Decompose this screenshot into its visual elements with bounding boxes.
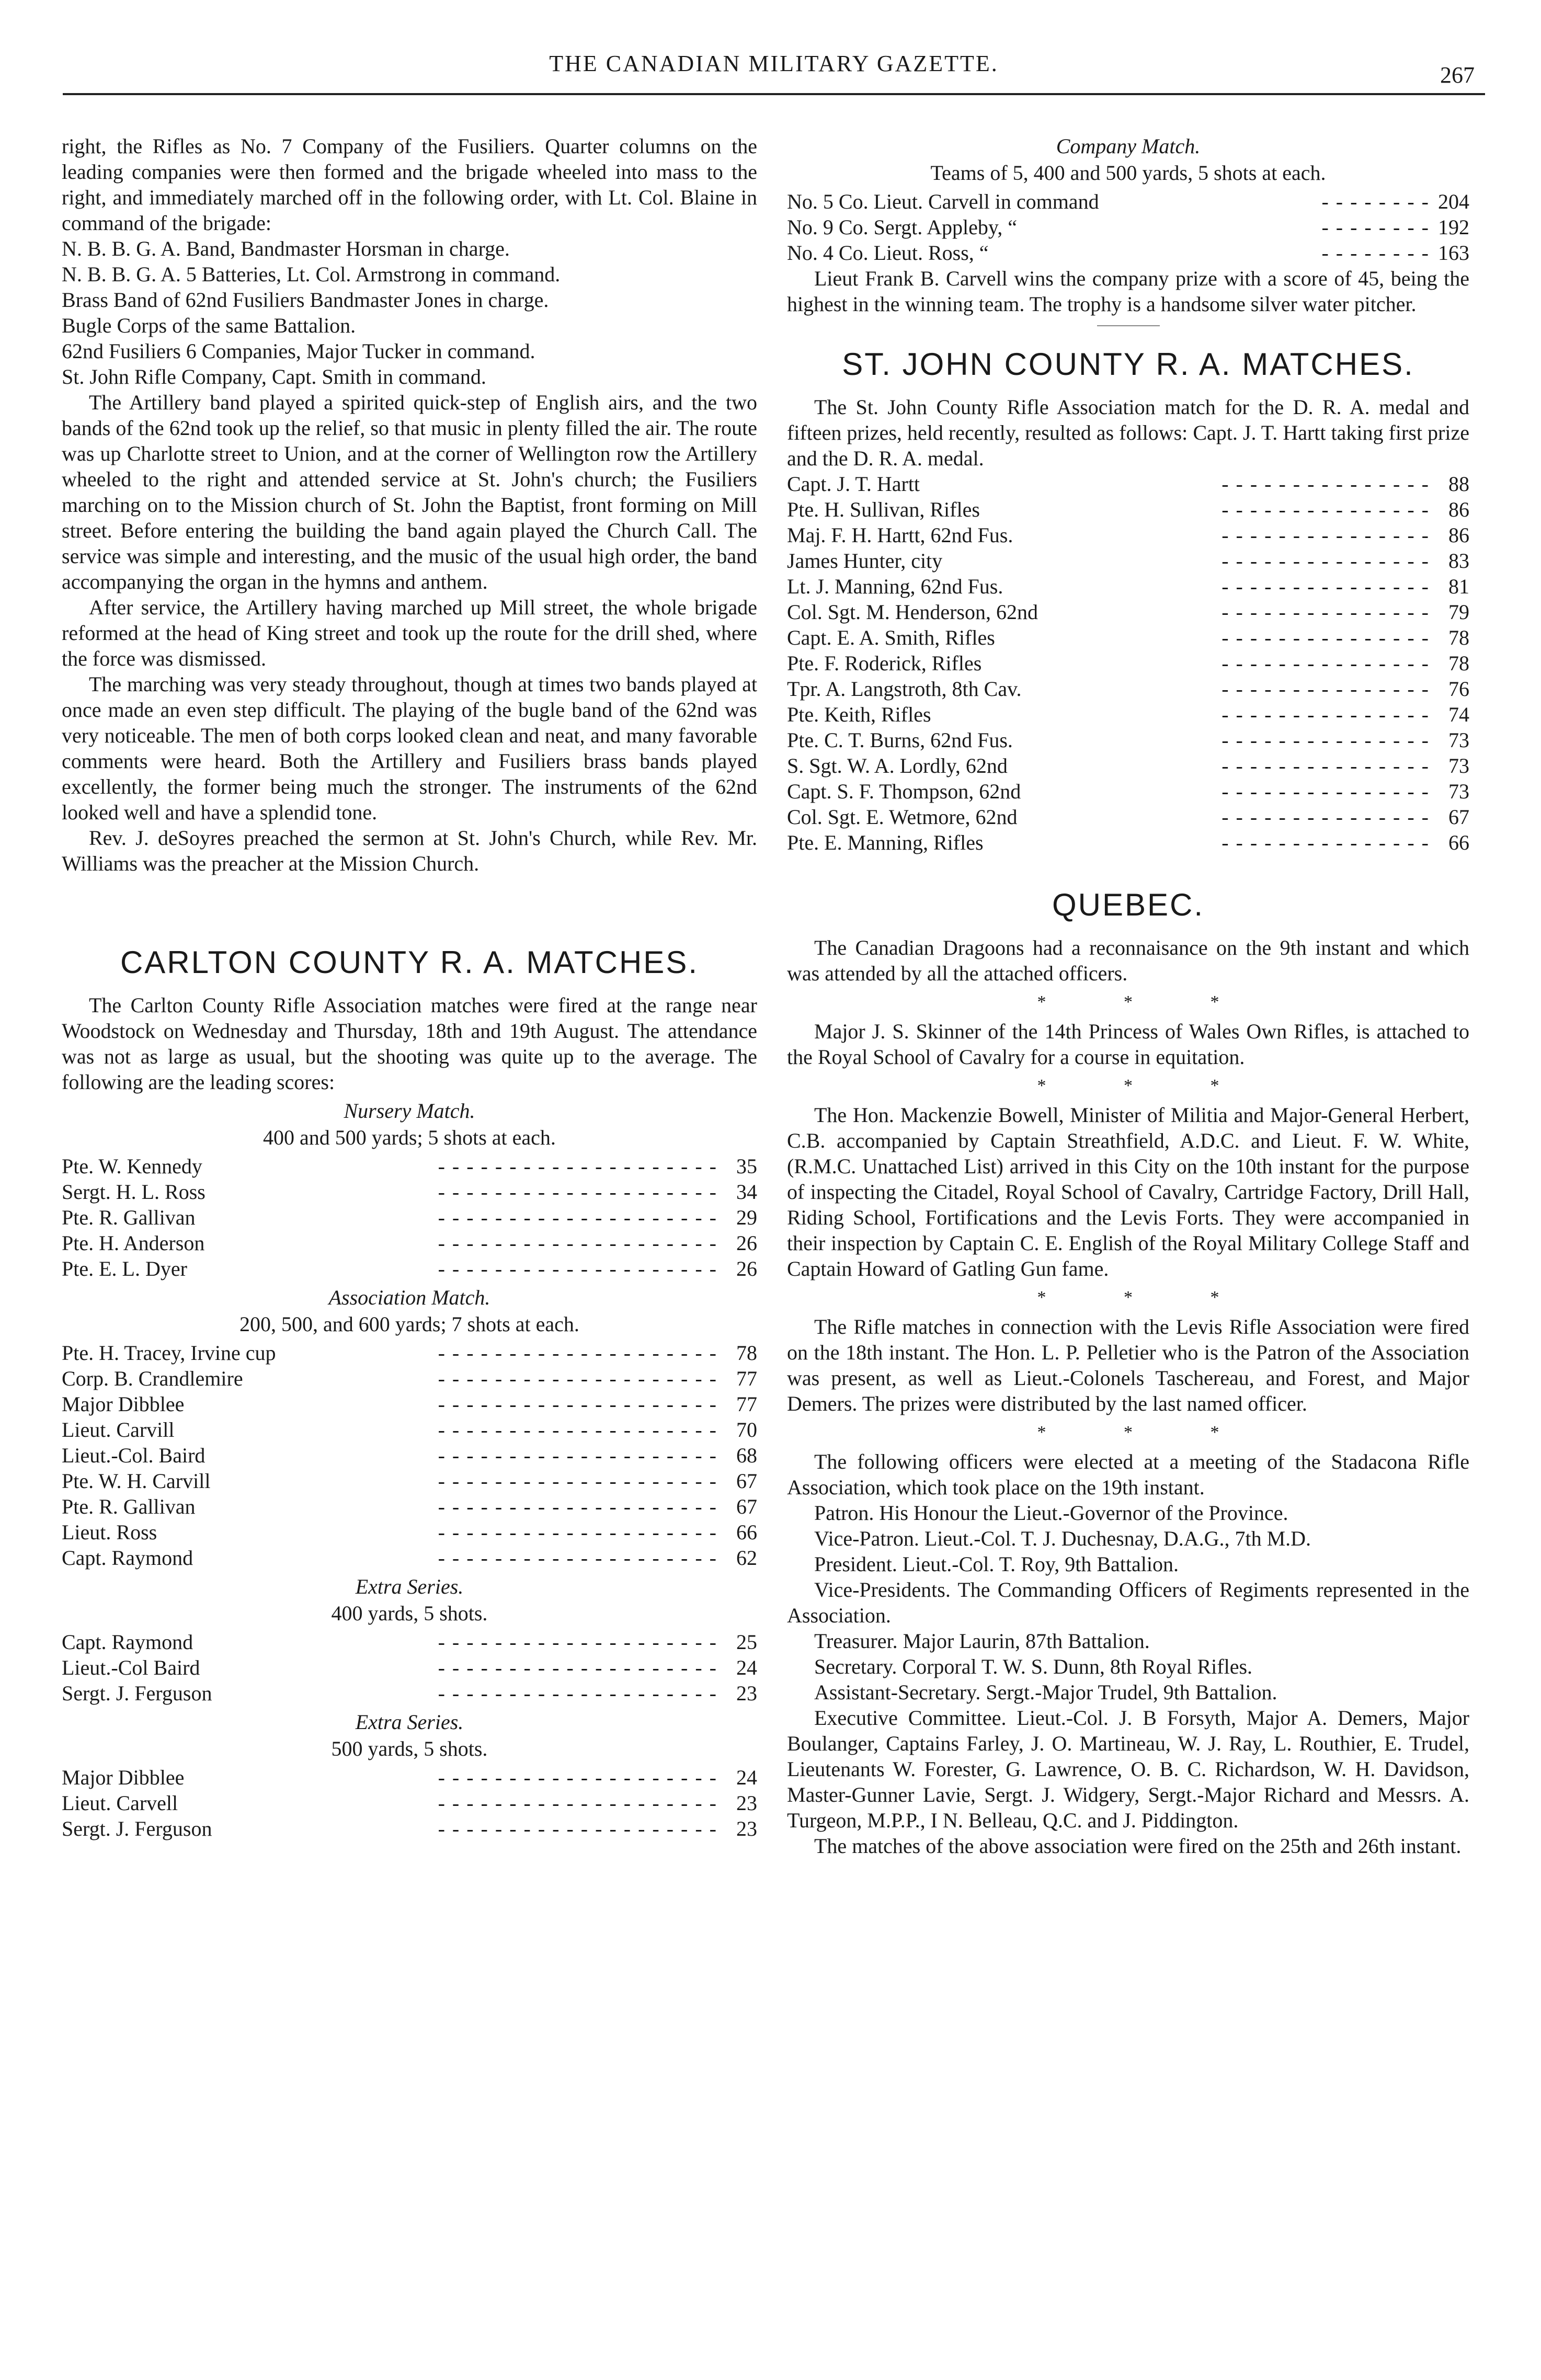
competitor-name: Capt. Raymond [62, 1546, 193, 1570]
competitor-name: Major Dibblee [62, 1392, 185, 1416]
officer-entry: Vice-Presidents. The Commanding Officers of Regiments represented in the Association. [787, 1578, 1469, 1627]
order-item: N. B. B. G. A. 5 Batteries, Lt. Col. Armstrong in command. [62, 262, 561, 286]
score-row: Pte. E. Manning, Rifles - - - - - - - - - - - - - - - 66 [787, 831, 1469, 854]
article-paragraph: The marching was very steady throughout, though at times two bands played at once made an even step difficult. The playing of the bugle band of the 62nd was very noticeable. The men of both corps looked clean and neat, and many favorable comments were heard. Both the Artillery and Fusiliers brass bands played excellently, the former being much the stronger. The instruments of the 62nd looked well and have a splendid tone. [62, 672, 757, 824]
competitor-name: Pte. W. H. Carvill [62, 1469, 211, 1493]
order-item: Bugle Corps of the same Battalion. [62, 314, 356, 337]
score-value: 73 [1448, 780, 1469, 803]
officer-entry: President. Lieut.-Col. T. Roy, 9th Battalion. [814, 1552, 1179, 1576]
score-value: 68 [736, 1444, 757, 1467]
score-row: Major Dibblee - - - - - - - - - - - - - - - - - - - - 77 [62, 1392, 757, 1416]
match-conditions: 400 yards, 5 shots. [331, 1601, 488, 1625]
score-value: 86 [1448, 523, 1469, 547]
section-heading-st-john: ST. JOHN COUNTY R. A. MATCHES. [842, 347, 1414, 382]
quebec-item: Major J. S. Skinner of the 14th Princess of Wales Own Rifles, is attached to the Royal School of Cavalry for a course in equitation. [787, 1020, 1469, 1069]
article-continuation: right, the Rifles as No. 7 Company of the Fusiliers. Quarter columns on the leading companies were then formed and the brigade wheeled into mass to the right, and immediately marched off in the following order, with Lt. Col. Blaine in command of the brigade: [62, 134, 757, 235]
score-value: 163 [1438, 241, 1469, 265]
section-divider [1097, 325, 1160, 326]
score-value: 86 [1448, 498, 1469, 521]
competitor-name: Lieut. Ross [62, 1520, 157, 1544]
score-value: 88 [1448, 472, 1469, 496]
competitor-name: Major Dibblee [62, 1766, 185, 1789]
score-row: Pte. H. Anderson - - - - - - - - - - - - - - - - - - - - 26 [62, 1231, 757, 1255]
officer-entry: Assistant-Secretary. Sergt.-Major Trudel, 9th Battalion. [814, 1680, 1277, 1704]
quebec-item: The Hon. Mackenzie Bowell, Minister of Militia and Major-General Herbert, C.B. accompanied by Captain Streathfield, A.D.C. and Lieut. F. W. White, (R.M.C. Unattached List) arrived in this City on the 10th instant for the purpose of inspecting the Citadel, Royal School of Cavalry, Cartridge Factory, Drill Hall, Riding School, Fortifications and the Levis Forts. They were accompanied in their inspection by Captain C. E. English of the Royal Military College Staff and Captain Howard of Gatling Gun fame. [787, 1103, 1469, 1280]
score-row: Sergt. H. L. Ross - - - - - - - - - - - - - - - - - - - - 34 [62, 1180, 757, 1204]
score-row: Tpr. A. Langstroth, 8th Cav. - - - - - - - - - - - - - - - 76 [787, 677, 1469, 701]
score-value: 204 [1438, 190, 1469, 213]
match-title: Extra Series. [355, 1710, 464, 1734]
competitor-name: Maj. F. H. Hartt, 62nd Fus. [787, 523, 1013, 547]
score-value: 78 [1448, 651, 1469, 675]
competitor-name: Pte. R. Gallivan [62, 1495, 196, 1518]
article-paragraph: Rev. J. deSoyres preached the sermon at St. John's Church, while Rev. Mr. Williams was the preacher at the Mission Church. [62, 826, 757, 875]
score-row: Corp. B. Crandlemire - - - - - - - - - - - - - - - - - - - - 77 [62, 1367, 757, 1390]
competitor-name: Capt. J. T. Hartt [787, 472, 920, 496]
competitor-name: Sergt. J. Ferguson [62, 1817, 212, 1840]
competitor-name: Capt. Raymond [62, 1630, 193, 1654]
article-paragraph: After service, the Artillery having marched up Mill street, the whole brigade reformed at the head of King street and took up the route for the drill shed, where the force was dismissed. [62, 596, 757, 670]
score-value: 29 [736, 1206, 757, 1229]
score-row: Pte. E. L. Dyer - - - - - - - - - - - - - - - - - - - - 26 [62, 1257, 757, 1280]
match-title: Association Match. [328, 1286, 490, 1309]
competitor-name: Sergt. H. L. Ross [62, 1180, 206, 1204]
score-value: 23 [736, 1681, 757, 1705]
score-row: Pte. W. Kennedy - - - - - - - - - - - - - - - - - - - - 35 [62, 1154, 757, 1178]
competitor-name: James Hunter, city [787, 549, 943, 573]
score-row: Lt. J. Manning, 62nd Fus. - - - - - - - - - - - - - - - 81 [787, 575, 1469, 598]
competitor-name: Pte. E. Manning, Rifles [787, 831, 984, 854]
score-row: Pte. R. Gallivan - - - - - - - - - - - - - - - - - - - - 29 [62, 1206, 757, 1229]
score-row: S. Sgt. W. A. Lordly, 62nd - - - - - - - - - - - - - - - 73 [787, 754, 1469, 777]
section-separator-stars: * * * [1037, 1423, 1256, 1442]
score-row: Capt. E. A. Smith, Rifles - - - - - - - - - - - - - - - 78 [787, 626, 1469, 649]
score-value: 66 [1448, 831, 1469, 854]
score-row: Lieut. Ross - - - - - - - - - - - - - - - - - - - - 66 [62, 1520, 757, 1544]
competitor-name: Capt. S. F. Thompson, 62nd [787, 780, 1021, 803]
order-item: St. John Rifle Company, Capt. Smith in command. [62, 365, 486, 388]
section-separator-stars: * * * [1037, 1076, 1256, 1095]
score-value: 73 [1448, 728, 1469, 752]
quebec-item: The Rifle matches in connection with the Levis Rifle Association were fired on the 18th instant. The Hon. L. P. Pelletier who is the Patron of the Association was present, as well as Lieut.-Colonels Taschereau, and Forest, and Major Demers. The prizes were distributed by the last named officer. [787, 1315, 1469, 1415]
score-value: 78 [1448, 626, 1469, 649]
order-item: N. B. B. G. A. Band, Bandmaster Horsman in charge. [62, 237, 510, 260]
officer-entry: Executive Committee. Lieut.-Col. J. B Forsyth, Major A. Demers, Major Boulanger, Captains Farley, J. O. Martineau, W. J. Ray, L. Routhier, E. Trudel, Lieutenants W. Forester, G. Lawrence, O. B. C. Richardson, W. H. Davidson, Master-Gunner Lavie, Sergt. J. Widgery, Sergt.-Major Richard and Messrs. A. Turgeon, M.P.P., I N. Belleau, Q.C. and J. Piddington. [787, 1706, 1469, 1832]
order-item: Brass Band of 62nd Fusiliers Bandmaster Jones in charge. [62, 288, 549, 312]
score-value: 66 [736, 1520, 757, 1544]
competitor-name: Pte. Keith, Rifles [787, 703, 931, 726]
team-name: No. 4 Co. Lieut. Ross, “ [787, 241, 989, 265]
competitor-name: Lieut. Carvill [62, 1418, 175, 1441]
score-value: 24 [736, 1766, 757, 1789]
score-row: Capt. J. T. Hartt - - - - - - - - - - - - - - - 88 [787, 472, 1469, 496]
competitor-name: Col. Sgt. M. Henderson, 62nd [787, 600, 1038, 624]
quebec-closing: The matches of the above association were fired on the 25th and 26th instant. [814, 1834, 1462, 1858]
competitor-name: Tpr. A. Langstroth, 8th Cav. [787, 677, 1022, 701]
score-value: 25 [736, 1630, 757, 1654]
score-value: 76 [1448, 677, 1469, 701]
score-value: 74 [1448, 703, 1469, 726]
score-value: 23 [736, 1817, 757, 1840]
score-row: Lieut. Carvell - - - - - - - - - - - - - - - - - - - - 23 [62, 1791, 757, 1815]
score-row: Maj. F. H. Hartt, 62nd Fus. - - - - - - - - - - - - - - - 86 [787, 523, 1469, 547]
score-value: 67 [1448, 805, 1469, 829]
score-row: Sergt. J. Ferguson - - - - - - - - - - - - - - - - - - - - 23 [62, 1817, 757, 1840]
score-value: 35 [736, 1154, 757, 1178]
header-rule [63, 93, 1485, 95]
score-row: Major Dibblee - - - - - - - - - - - - - - - - - - - - 24 [62, 1766, 757, 1789]
competitor-name: Pte. H. Anderson [62, 1231, 205, 1255]
score-value: 192 [1438, 215, 1469, 239]
match-title: Nursery Match. [344, 1099, 475, 1123]
st-john-intro: The St. John County Rifle Association match for the D. R. A. medal and fifteen prizes, held recently, resulted as follows: Capt. J. T. Hartt taking first prize and the D. R. A. medal. [787, 395, 1469, 470]
right-column [787, 133, 1469, 1859]
officer-entry: Vice-Patron. Lieut.-Col. T. J. Duchesnay, D.A.G., 7th M.D. [814, 1527, 1311, 1550]
article-paragraph: The Artillery band played a spirited quick-step of English airs, and the two bands of the 62nd took up the relief, so that music in plenty filled the air. The route was up Charlotte street to Union, and at the corner of Wellington row the Artillery wheeled to the right and attended service at St. John's church; the Fusiliers marching on to the Mission church of St. John the Baptist, front forming on Mill street. Before entering the building the band again played the Church Call. The service was simple and interesting, and the music of the usual high order, the band accompanying the organ in the hymns and anthem. [62, 391, 757, 593]
score-value: 26 [736, 1257, 757, 1280]
section-separator-stars: * * * [1037, 992, 1256, 1012]
score-row: Pte. W. H. Carvill - - - - - - - - - - - - - - - - - - - - 67 [62, 1469, 757, 1493]
score-value: 67 [736, 1495, 757, 1518]
competitor-name: Pte. R. Gallivan [62, 1206, 196, 1229]
page-number: 267 [1440, 62, 1475, 88]
score-value: 23 [736, 1791, 757, 1815]
score-row: Lieut.-Col Baird - - - - - - - - - - - - - - - - - - - - 24 [62, 1656, 757, 1679]
score-value: 77 [736, 1367, 757, 1390]
officer-entry: Secretary. Corporal T. W. S. Dunn, 8th Royal Rifles. [814, 1655, 1253, 1678]
team-name: No. 5 Co. Lieut. Carvell in command [787, 190, 1099, 213]
competitor-name: Lieut.-Col Baird [62, 1656, 200, 1679]
officer-entry: Patron. His Honour the Lieut.-Governor of the Province. [814, 1501, 1288, 1525]
competitor-name: Pte. W. Kennedy [62, 1154, 202, 1178]
score-row: Col. Sgt. M. Henderson, 62nd - - - - - - - - - - - - - - - 79 [787, 600, 1469, 624]
competitor-name: Col. Sgt. E. Wetmore, 62nd [787, 805, 1018, 829]
score-row: Lieut. Carvill - - - - - - - - - - - - - - - - - - - - 70 [62, 1418, 757, 1441]
score-row: Pte. R. Gallivan - - - - - - - - - - - - - - - - - - - - 67 [62, 1495, 757, 1518]
score-row: Capt. S. F. Thompson, 62nd - - - - - - - - - - - - - - - 73 [787, 780, 1469, 803]
score-row: Pte. C. T. Burns, 62nd Fus. - - - - - - - - - - - - - - - 73 [787, 728, 1469, 752]
publication-title: THE CANADIAN MILITARY GAZETTE. [549, 51, 999, 76]
competitor-name: Corp. B. Crandlemire [62, 1367, 243, 1390]
score-value: 79 [1448, 600, 1469, 624]
score-row: Lieut.-Col. Baird - - - - - - - - - - - - - - - - - - - - 68 [62, 1444, 757, 1467]
match-conditions: Teams of 5, 400 and 500 yards, 5 shots at each. [930, 161, 1326, 185]
competitor-name: Sergt. J. Ferguson [62, 1681, 212, 1705]
score-row: No. 4 Co. Lieut. Ross, “ - - - - - - - - 163 [787, 241, 1469, 265]
score-row: Capt. Raymond - - - - - - - - - - - - - - - - - - - - 25 [62, 1630, 757, 1654]
order-item: 62nd Fusiliers 6 Companies, Major Tucker in command. [62, 339, 535, 363]
score-row: Sergt. J. Ferguson - - - - - - - - - - - - - - - - - - - - 23 [62, 1681, 757, 1705]
officer-entry: Treasurer. Major Laurin, 87th Battalion. [814, 1629, 1150, 1653]
score-value: 83 [1448, 549, 1469, 573]
match-conditions: 200, 500, and 600 yards; 7 shots at each. [239, 1312, 579, 1336]
match-conditions: 400 and 500 yards; 5 shots at each. [263, 1126, 556, 1149]
competitor-name: Lt. J. Manning, 62nd Fus. [787, 575, 1003, 598]
score-row: Col. Sgt. E. Wetmore, 62nd - - - - - - - - - - - - - - - 67 [787, 805, 1469, 829]
section-heading-carlton: CARLTON COUNTY R. A. MATCHES. [120, 945, 699, 980]
score-row: Pte. F. Roderick, Rifles - - - - - - - - - - - - - - - 78 [787, 651, 1469, 675]
score-value: 34 [736, 1180, 757, 1204]
left-column [62, 133, 757, 1841]
score-value: 81 [1448, 575, 1469, 598]
competitor-name: Pte. C. T. Burns, 62nd Fus. [787, 728, 1013, 752]
match-title: Extra Series. [355, 1575, 464, 1598]
score-row: No. 9 Co. Sergt. Appleby, “ - - - - - - - - 192 [787, 215, 1469, 239]
competitor-name: Lieut.-Col. Baird [62, 1444, 206, 1467]
page-header [63, 50, 1485, 102]
stadacona-intro: The following officers were elected at a meeting of the Stadacona Rifle Association, which took place on the 19th instant. [787, 1450, 1469, 1499]
score-row: Capt. Raymond - - - - - - - - - - - - - - - - - - - - 62 [62, 1546, 757, 1570]
match-title: Company Match. [1056, 134, 1201, 158]
score-value: 78 [736, 1341, 757, 1365]
score-value: 67 [736, 1469, 757, 1493]
match-conditions: 500 yards, 5 shots. [331, 1737, 488, 1760]
score-row: Pte. H. Sullivan, Rifles - - - - - - - - - - - - - - - 86 [787, 498, 1469, 521]
competitor-name: Pte. E. L. Dyer [62, 1257, 187, 1280]
score-value: 70 [736, 1418, 757, 1441]
score-row: Pte. H. Tracey, Irvine cup - - - - - - - - - - - - - - - - - - - - 78 [62, 1341, 757, 1365]
competitor-name: Pte. F. Roderick, Rifles [787, 651, 982, 675]
competitor-name: Capt. E. A. Smith, Rifles [787, 626, 995, 649]
score-row: Pte. Keith, Rifles - - - - - - - - - - - - - - - 74 [787, 703, 1469, 726]
score-value: 77 [736, 1392, 757, 1416]
score-row: No. 5 Co. Lieut. Carvell in command - - - - - - - - 204 [787, 190, 1469, 213]
competitor-name: Pte. H. Sullivan, Rifles [787, 498, 980, 521]
team-name: No. 9 Co. Sergt. Appleby, “ [787, 215, 1017, 239]
carlton-intro: The Carlton County Rifle Association matches were fired at the range near Woodstock on Wednesday and Thursday, 18th and 19th August. The attendance was not as large as usual, but the shooting was quite up to the average. The following are the leading scores: [62, 993, 757, 1094]
section-separator-stars: * * * [1037, 1288, 1256, 1307]
score-value: 26 [736, 1231, 757, 1255]
competitor-name: Pte. H. Tracey, Irvine cup [62, 1341, 276, 1365]
quebec-item: The Canadian Dragoons had a reconnaisance on the 9th instant and which was attended by all the attached officers. [787, 936, 1469, 985]
score-value: 24 [736, 1656, 757, 1679]
company-match-note: Lieut Frank B. Carvell wins the company prize with a score of 45, being the highest in the winning team. The trophy is a handsome silver water pitcher. [787, 267, 1469, 316]
score-value: 62 [736, 1546, 757, 1570]
section-heading-quebec: QUEBEC. [1052, 887, 1205, 922]
score-value: 73 [1448, 754, 1469, 777]
competitor-name: S. Sgt. W. A. Lordly, 62nd [787, 754, 1008, 777]
competitor-name: Lieut. Carvell [62, 1791, 178, 1815]
score-row: James Hunter, city - - - - - - - - - - - - - - - 83 [787, 549, 1469, 573]
